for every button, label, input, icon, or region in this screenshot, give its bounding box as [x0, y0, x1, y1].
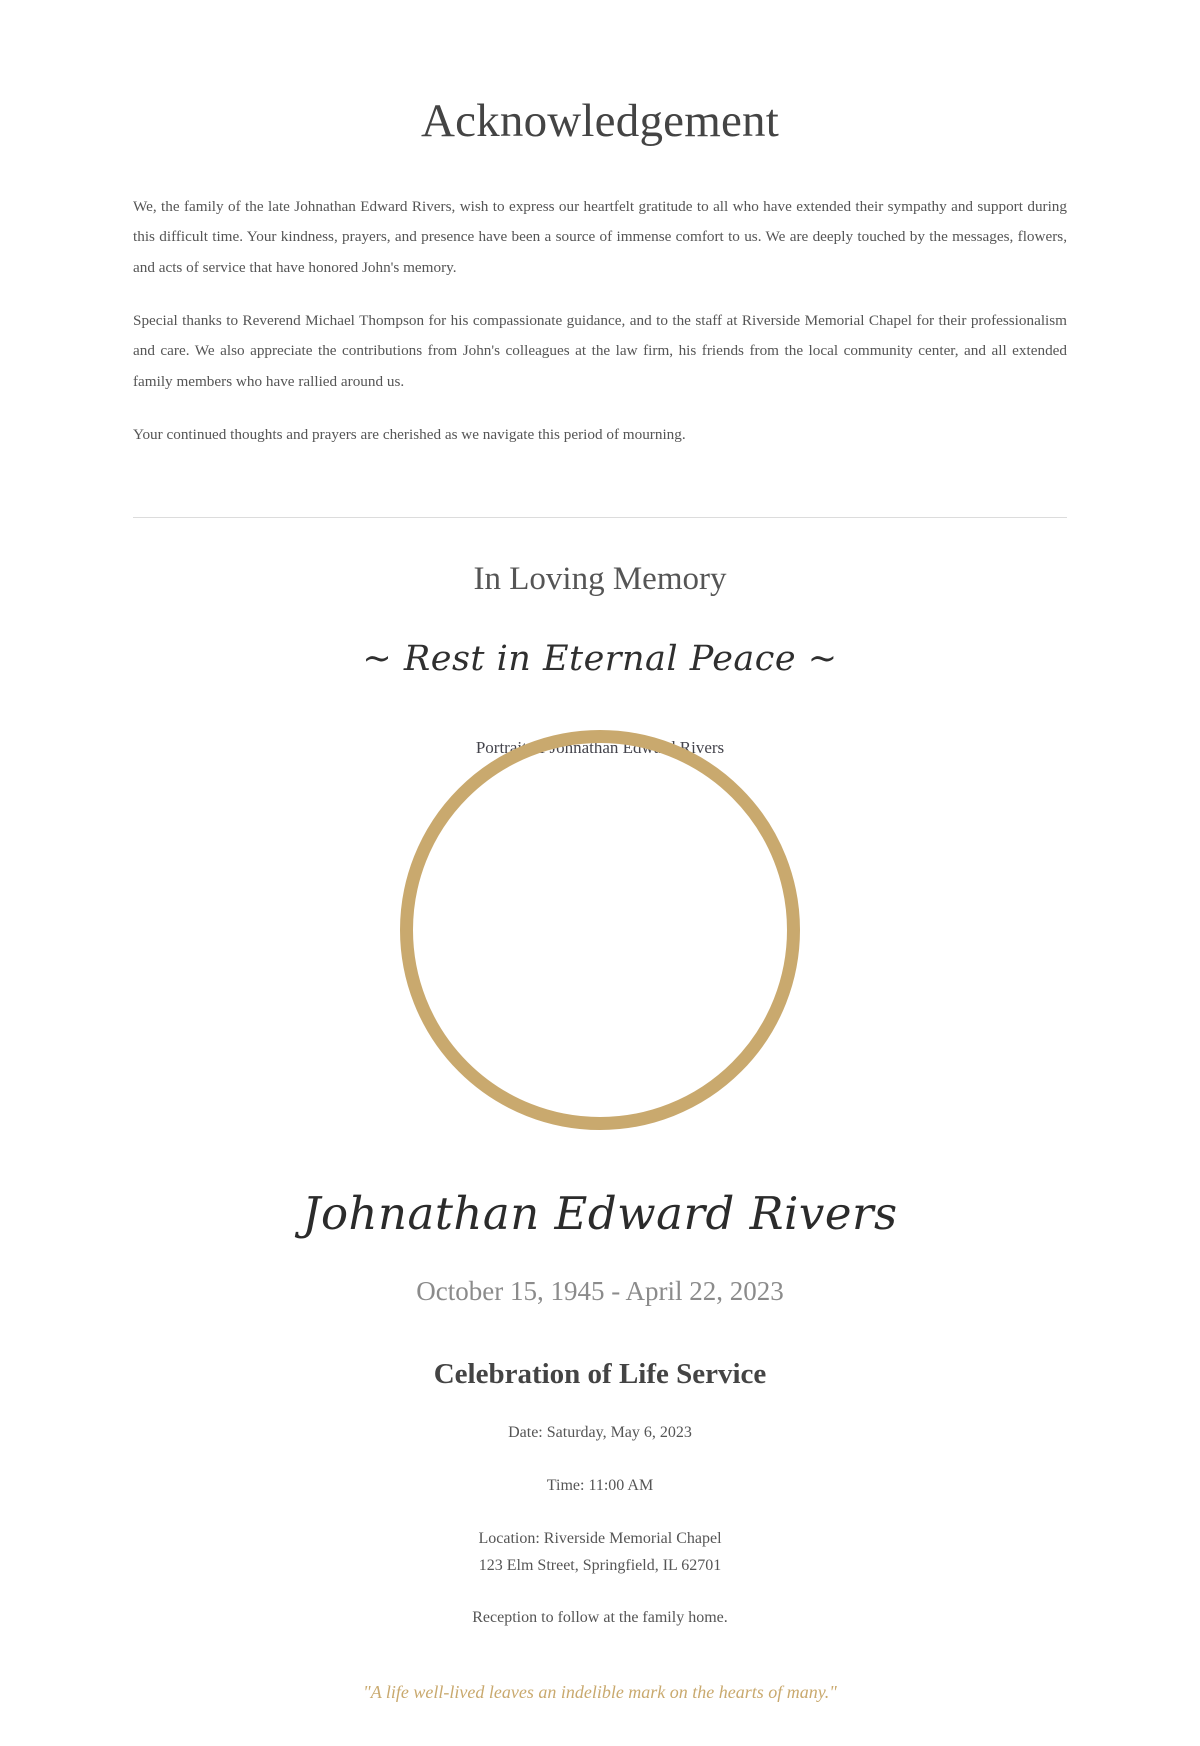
- deceased-name: Johnathan Edward Rivers: [302, 1187, 898, 1241]
- service-time: Time: 11:00 AM: [546, 1477, 654, 1494]
- portrait-gold-ring-icon: [400, 730, 800, 1130]
- life-dates: October 15, 1945 - April 22, 2023: [416, 1276, 784, 1307]
- closing-quote: "A life well-lived leaves an indelible mark on the hearts of many.": [363, 1682, 837, 1703]
- service-date: Date: Saturday, May 6, 2023: [508, 1424, 692, 1442]
- content-column: [133, 0, 1067, 1746]
- in-loving-memory-heading: In Loving Memory: [473, 560, 727, 597]
- acknowledgement-paragraph-2: Special thanks to Reverend Michael Thompson for his compassionate guidance, and to the staff at Riverside Memorial Chapel for their professionalism and care. We also appreciate the contributions from John's colleagues at the law firm, his friends from the local community center, and all extended family members who have rallied around us.: [133, 311, 1067, 390]
- acknowledgement-section: [133, 96, 1067, 451]
- page-title: Acknowledgement: [420, 95, 779, 147]
- acknowledgement-paragraph-1: We, the family of the late Johnathan Edward Rivers, wish to express our heartfelt gratitude to all who have extended their sympathy and support during this difficult time. Your kindness, prayers, and presence have been a source of immense comfort to us. We are deeply touched by the messages, flowers, and acts of service that have honored John's memory.: [133, 197, 1067, 276]
- service-address: 123 Elm Street, Springfield, IL 62701: [478, 1556, 722, 1574]
- acknowledgement-paragraph-3: Your continued thoughts and prayers are cherished as we navigate this period of mourning.: [133, 426, 686, 444]
- portrait-frame: [400, 730, 800, 1130]
- service-location: Location: Riverside Memorial Chapel: [478, 1529, 722, 1547]
- service-reception-note: Reception to follow at the family home.: [472, 1609, 728, 1627]
- portrait-image-alt-text: Portrait of Johnathan Edward Rivers: [475, 738, 725, 758]
- rest-in-peace-subtitle: ~ Rest in Eternal Peace ~: [362, 639, 838, 680]
- service-title: Celebration of Life Service: [433, 1357, 767, 1390]
- memorial-section: [133, 518, 1067, 1746]
